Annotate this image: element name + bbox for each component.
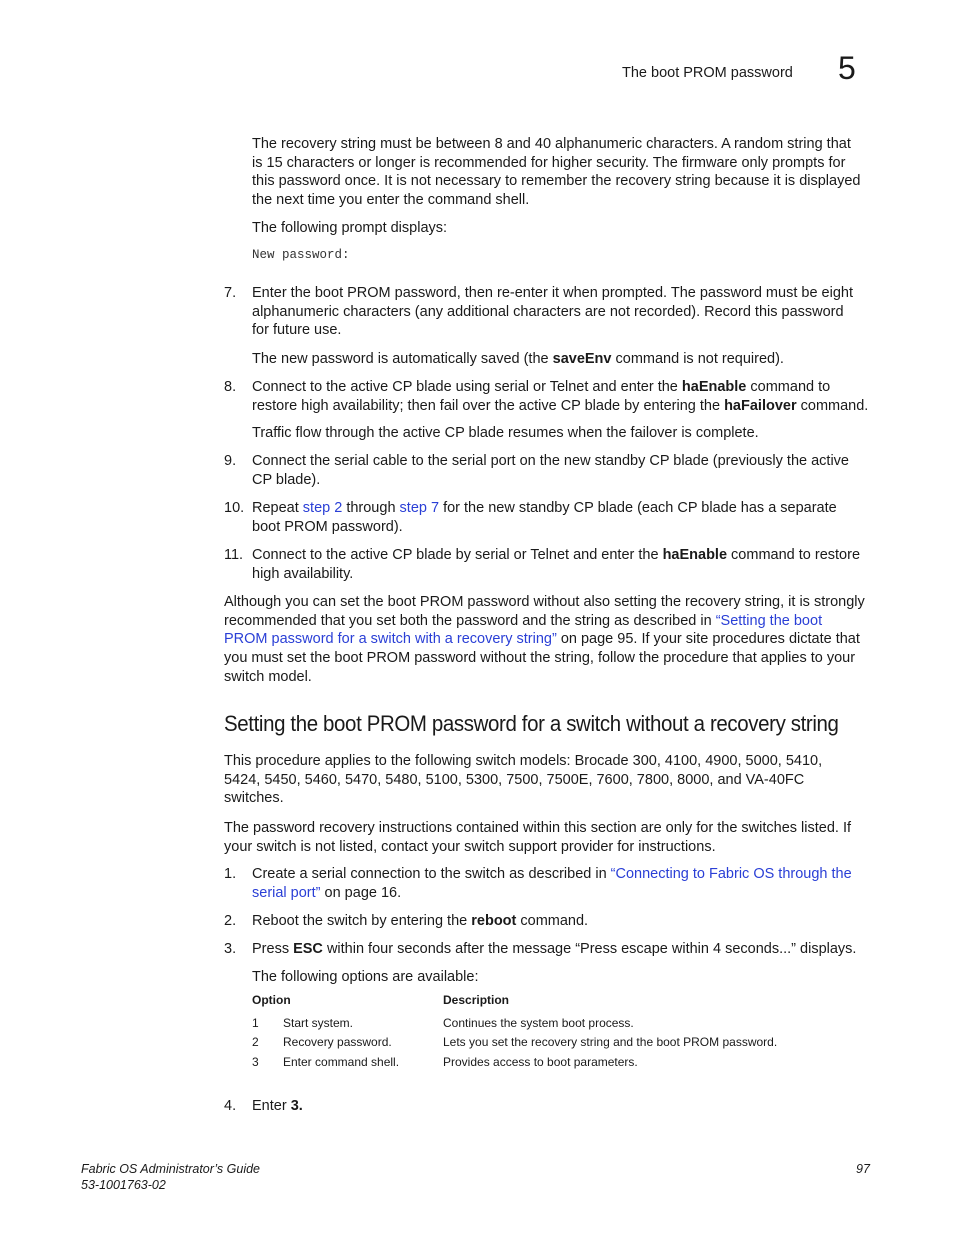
step-number: 4. xyxy=(224,1098,237,1114)
option-number: 1 xyxy=(252,1015,259,1030)
step-7-note: The new password is automatically saved (the saveEnv command is not required). xyxy=(252,351,784,367)
option-number: 2 xyxy=(252,1035,259,1050)
step-7-text: Enter the boot PROM password, then re-enter it when prompted. The password must be eight alphanumeric characters (any additional characters are not recorded). Record this password for future use. xyxy=(252,285,853,339)
step-8-note: Traffic flow through the active CP blade resumes when the failover is complete. xyxy=(252,425,759,441)
option-description: Continues the system boot process. xyxy=(443,1015,634,1030)
command-3: 3. xyxy=(290,1098,303,1114)
option-description: Provides access to boot parameters. xyxy=(443,1054,638,1069)
link-setting-boot-prom-with-recovery[interactable]: “Setting the boot xyxy=(715,612,823,629)
option-label: Recovery password. xyxy=(283,1035,392,1050)
command-hafailover: haFailover xyxy=(724,397,797,414)
step-number: 3. xyxy=(224,941,237,957)
step-number: 7. xyxy=(224,285,237,301)
step-11-text: Connect to the active CP blade by serial or Telnet and enter the haEnable command to restore high availability. xyxy=(252,547,861,582)
step-number: 10. xyxy=(224,500,245,516)
running-header: The boot PROM password xyxy=(622,65,793,81)
option-label: Start system. xyxy=(283,1015,354,1030)
instructions-paragraph: The password recovery instructions contained within this section are only for the switches listed. If your switch is not listed, contact your switch support provider for instructions. xyxy=(224,820,852,855)
link-setting-boot-prom-with-recovery-cont[interactable]: PROM password for a switch with a recovery string” xyxy=(224,631,557,648)
step-9-text: Connect the serial cable to the serial port on the new standby CP blade (previously the active CP blade). xyxy=(252,453,849,488)
recovery-string-paragraph: The recovery string must be between 8 and 40 alphanumeric characters. A random string that is 15 characters or longer is recommended for higher security. The firmware only prompts for this password once. It is not necessary to remember the recovery string because it is displayed the next time you enter the command shell. xyxy=(252,136,861,209)
command-haenable: haEnable xyxy=(662,547,728,563)
option-description: Lets you set the recovery string and the boot PROM password. xyxy=(443,1035,778,1050)
option-label: Enter command shell. xyxy=(283,1054,400,1069)
section-step-4-text: Enter 3. xyxy=(252,1098,303,1114)
step-number: 9. xyxy=(224,453,237,469)
link-connecting-serial-port[interactable]: “Connecting to Fabric OS through the xyxy=(610,866,852,882)
table-row xyxy=(252,1035,777,1055)
command-reboot: reboot xyxy=(471,913,517,929)
step-number: 2. xyxy=(224,913,237,929)
footer-book-title: Fabric OS Administrator’s Guide xyxy=(81,1162,260,1176)
step-10-text: Repeat step 2 through step 7 for the new standby CP blade (each CP blade has a separate boot PROM password). xyxy=(252,500,837,535)
command-haenable: haEnable xyxy=(681,379,747,395)
link-step-2[interactable]: step 2 xyxy=(302,500,343,516)
step-8-text: Connect to the active CP blade using serial or Telnet and enter the haEnable command to restore high availability; then fail over the active CP blade by entering the haFailover command. xyxy=(252,379,869,414)
prompt-code: New password: xyxy=(252,248,350,262)
section-step-3-text: Press ESC within four seconds after the message “Press escape within 4 seconds...” displays. xyxy=(252,941,857,957)
page-number: 97 xyxy=(856,1162,870,1176)
section-heading: Setting the boot PROM password for a switch without a recovery string xyxy=(224,711,839,736)
prompt-intro: The following prompt displays: xyxy=(252,220,448,236)
link-step-7[interactable]: step 7 xyxy=(399,500,440,516)
table-row xyxy=(252,1054,777,1074)
section-step-2-text: Reboot the switch by entering the reboot command. xyxy=(252,913,589,929)
models-paragraph: This procedure applies to the following switch models: Brocade 300, 4100, 4900, 5000, 5410, 5424, 5450, 5460, 5470, 5480, 5100, 5300, 7500, 7500E, 7600, 7800, 8000, and VA-40FC switches. xyxy=(224,753,823,807)
footer-doc-number: 53-1001763-02 xyxy=(81,1178,166,1192)
step-number: 11. xyxy=(224,547,244,563)
command-saveenv: saveEnv xyxy=(552,351,612,367)
column-header-option: Option xyxy=(252,993,291,1007)
link-connecting-serial-port-cont[interactable]: serial port” xyxy=(252,884,321,901)
section-step-3-note: The following options are available: xyxy=(252,969,479,985)
table-header-row xyxy=(252,993,777,1015)
table-row xyxy=(252,1015,777,1035)
option-number: 3 xyxy=(252,1054,259,1069)
chapter-number: 5 xyxy=(838,50,856,86)
section-step-1-text: Create a serial connection to the switch as described in “Connecting to Fabric OS through the serial port” on page 16. xyxy=(252,866,852,901)
step-number: 8. xyxy=(224,379,237,395)
step-number: 1. xyxy=(224,866,237,882)
key-esc: ESC xyxy=(293,941,323,957)
closing-paragraph: Although you can set the boot PROM password without also setting the recovery string, it is strongly recommended that you set both the password and the string as described in “Setting the boot PROM password for a switch with a recovery string” on page 95. If your site procedures dictate that you must set the boot PROM password without the string, follow the procedure that applies to your switch model. xyxy=(224,594,865,685)
options-table xyxy=(252,993,777,1074)
column-header-description: Description xyxy=(443,993,510,1007)
